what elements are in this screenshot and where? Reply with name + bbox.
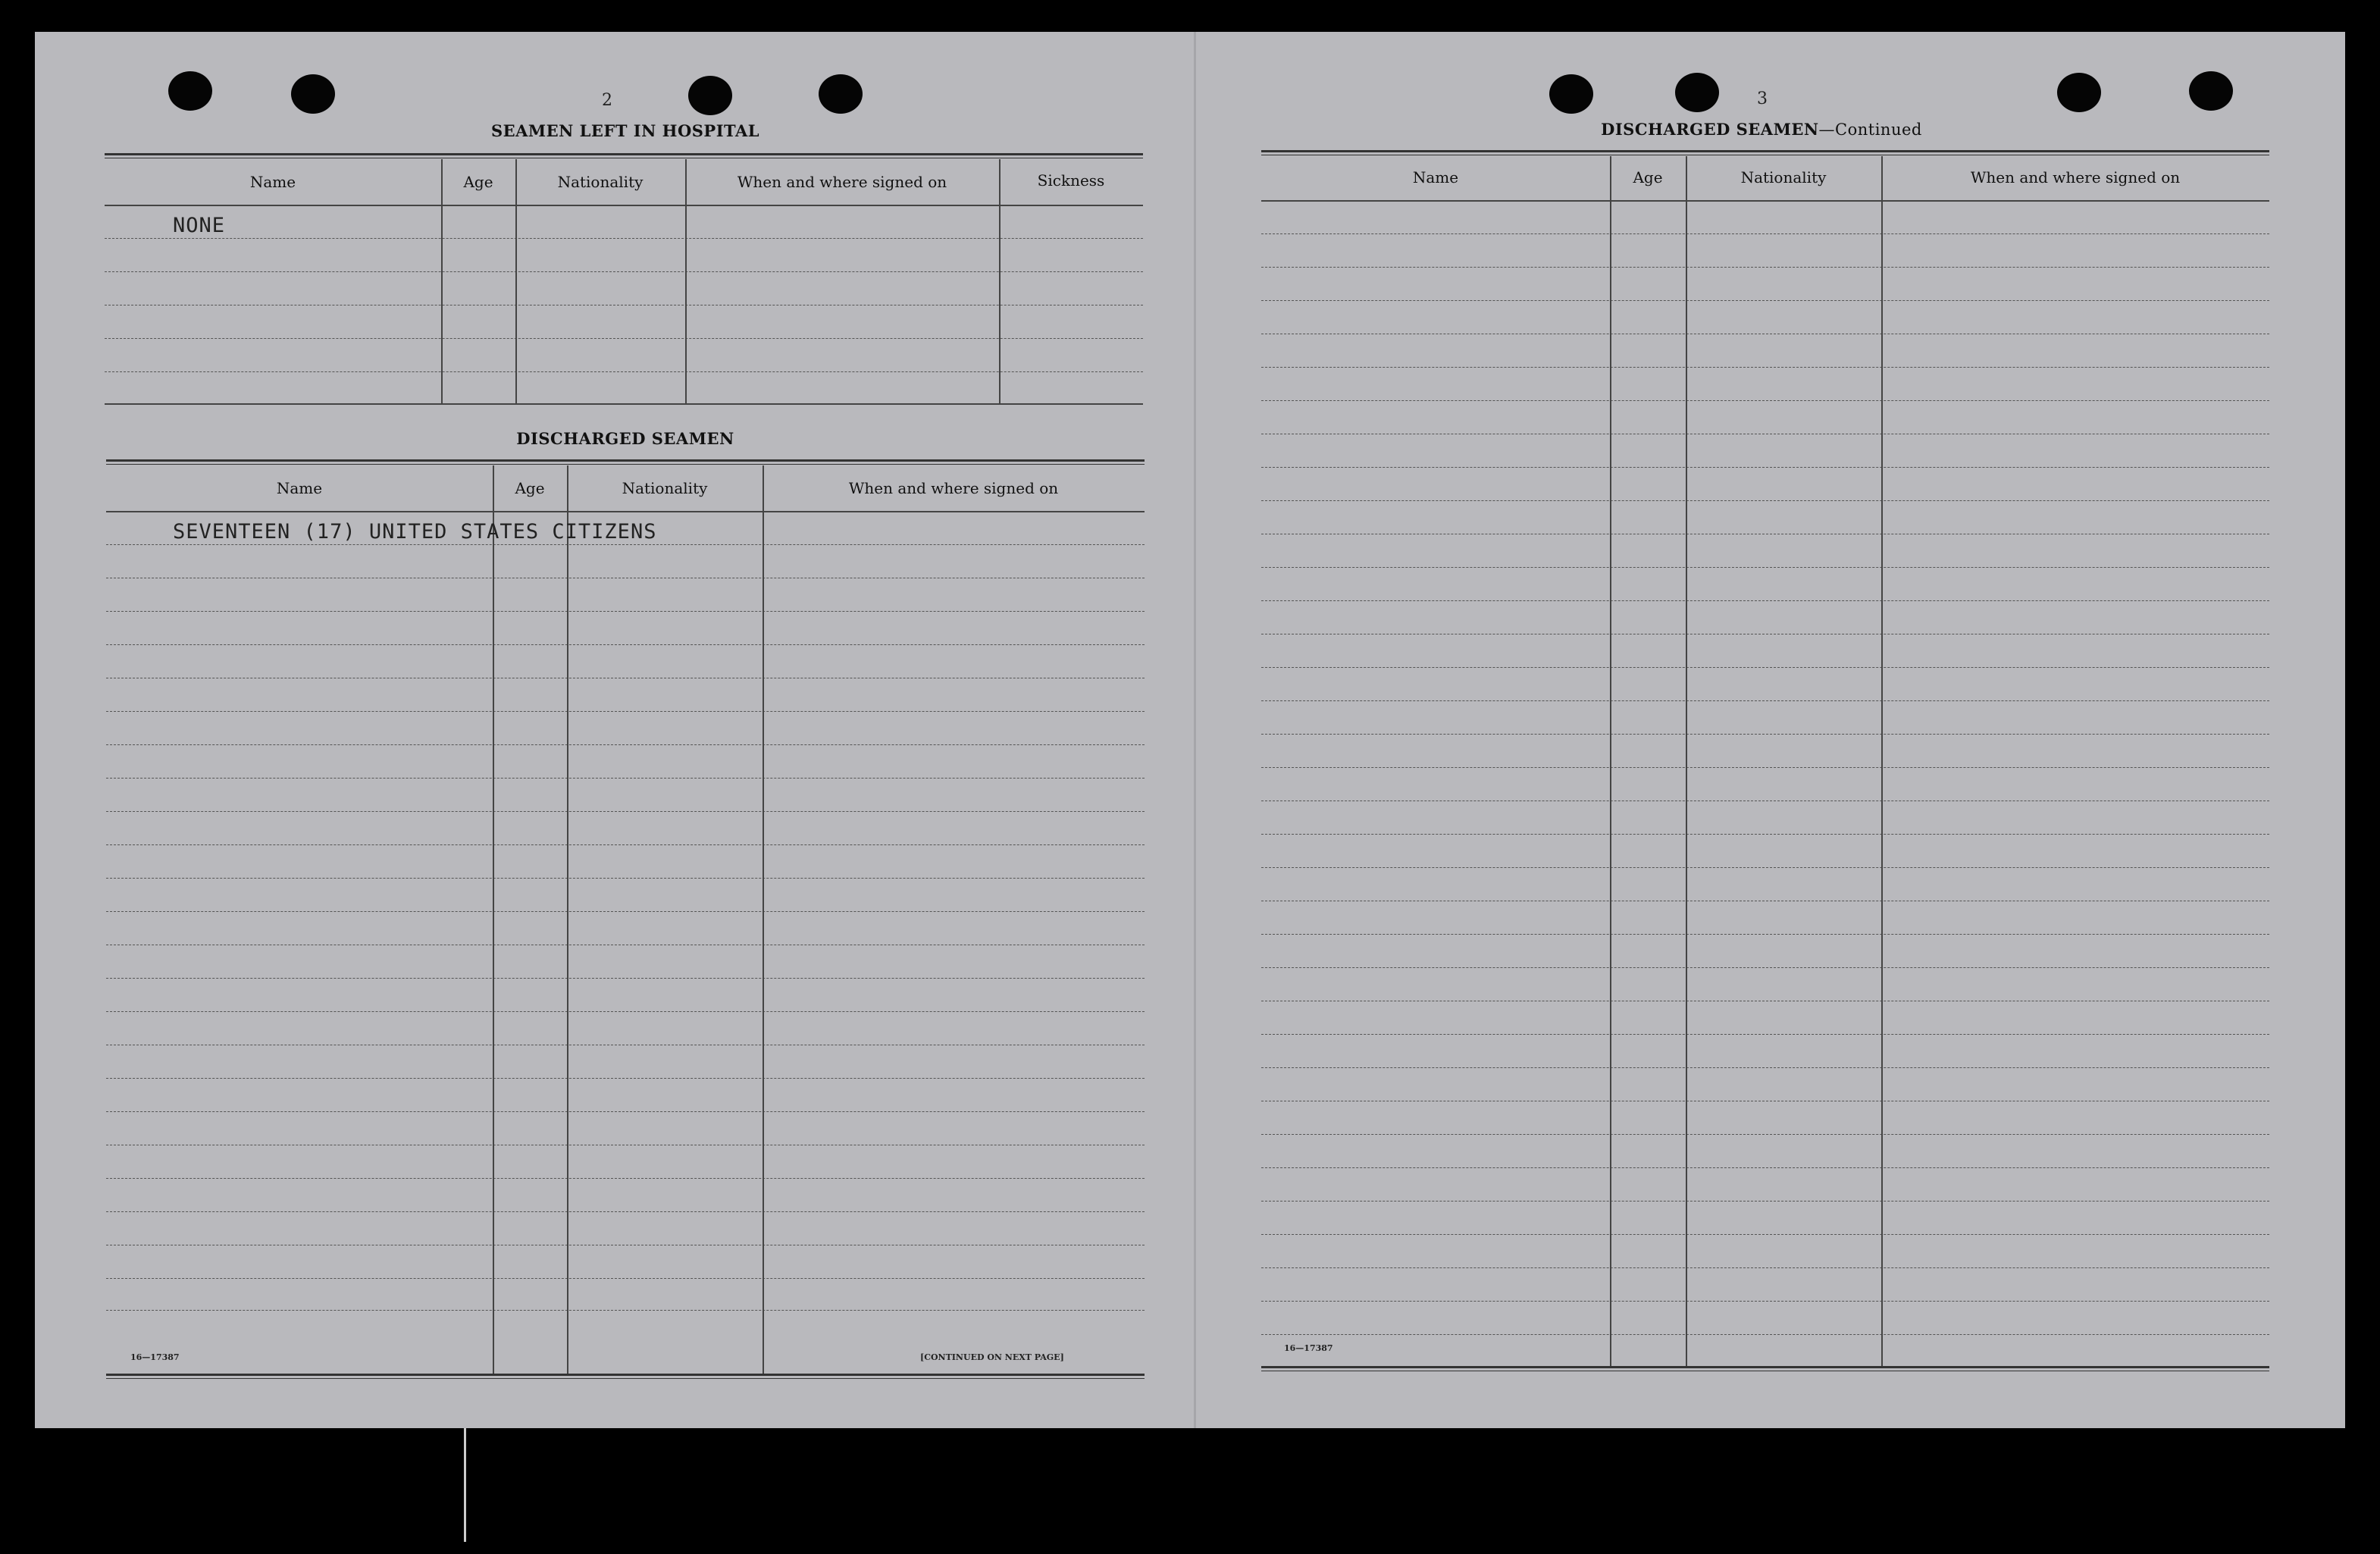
col-header-name: Name (1412, 168, 1459, 186)
form-number: 16—17387 (1284, 1343, 1333, 1353)
form-number: 16—17387 (130, 1352, 180, 1362)
right-page (1196, 32, 2345, 1428)
discharged-table (106, 459, 1145, 1384)
col-header-signed-on: When and where signed on (848, 479, 1059, 497)
col-header-nationality: Nationality (557, 173, 644, 191)
left-page (35, 32, 1195, 1428)
col-header-age: Age (1633, 168, 1663, 186)
hospital-entry: NONE (173, 214, 226, 237)
col-header-sickness: Sickness (1037, 171, 1105, 190)
title-suffix: —Continued (1818, 121, 1922, 139)
binding-crease (464, 1428, 466, 1542)
title-main: DISCHARGED SEAMEN (1601, 120, 1819, 139)
col-header-name: Name (249, 173, 296, 191)
hospital-table (105, 153, 1143, 441)
punch-hole (819, 74, 863, 114)
hospital-section-title: SEAMEN LEFT IN HOSPITAL (490, 121, 760, 140)
punch-hole (688, 76, 732, 115)
col-header-name: Name (276, 479, 323, 497)
col-header-nationality: Nationality (622, 479, 708, 497)
col-header-nationality: Nationality (1740, 168, 1827, 186)
col-header-signed-on: When and where signed on (1970, 168, 2181, 186)
punch-hole (2057, 73, 2101, 112)
punch-hole (168, 71, 212, 111)
punch-hole (1675, 73, 1719, 112)
page-number: 2 (602, 91, 612, 110)
col-header-age: Age (515, 479, 545, 497)
page-number: 3 (1757, 89, 1768, 108)
col-header-age: Age (463, 173, 493, 191)
punch-hole (2189, 71, 2233, 111)
discharged-entry: SEVENTEEN (17) UNITED STATES CITIZENS (173, 520, 657, 544)
right-section-title (1261, 120, 2262, 139)
discharged-continued-table (1261, 150, 2269, 1393)
col-header-signed-on: When and where signed on (737, 173, 947, 191)
punch-hole (291, 74, 335, 114)
continued-note: [CONTINUED ON NEXT PAGE] (920, 1352, 1064, 1362)
punch-hole (1549, 74, 1593, 114)
discharged-section-title: DISCHARGED SEAMEN (516, 429, 734, 448)
